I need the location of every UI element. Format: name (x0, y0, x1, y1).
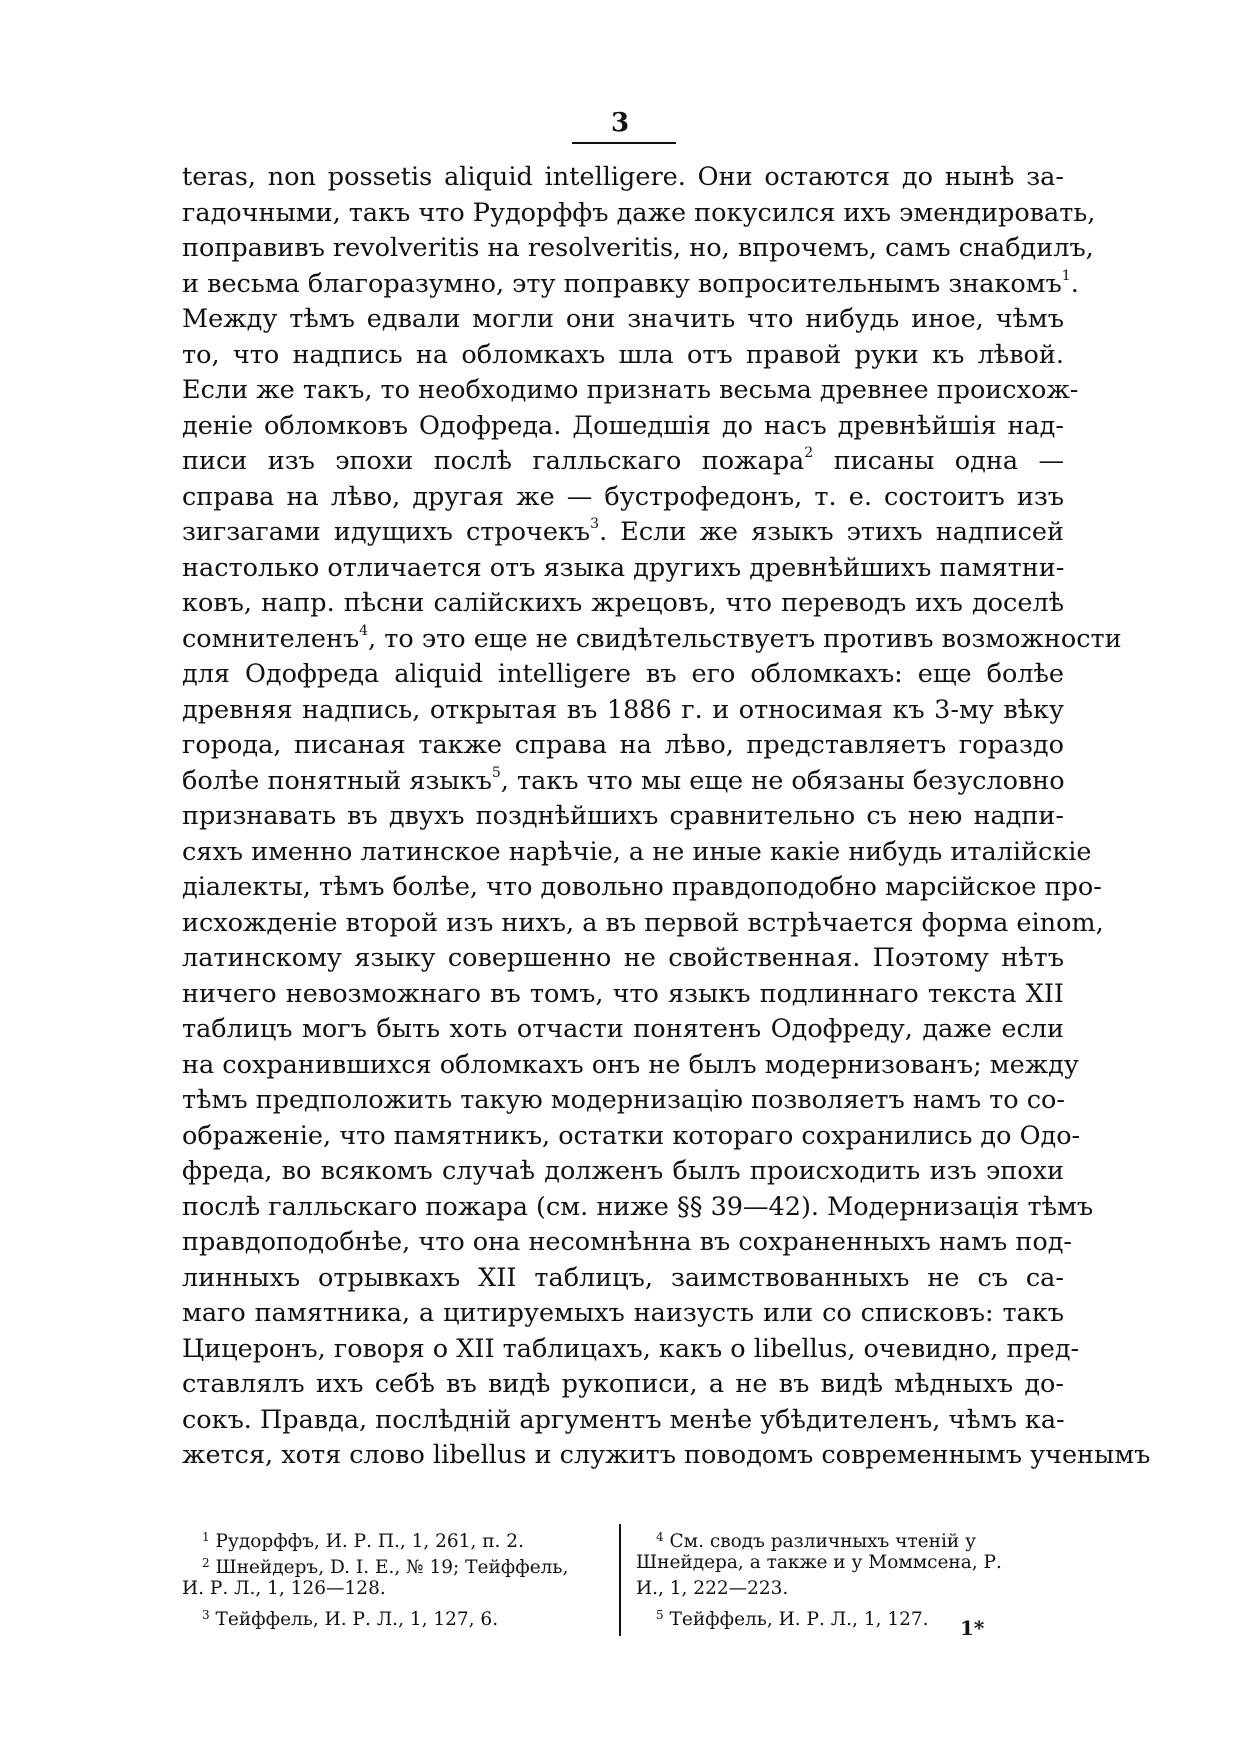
body-line (182, 196, 1096, 232)
body-line (182, 657, 1064, 693)
footnote-marker: 5 (656, 1608, 664, 1622)
body-line (182, 551, 1064, 587)
body-line-text: для Одофреда aliquid intelligere въ его обломкахъ: еще болѣе (182, 659, 1064, 689)
footnotes-column-divider (619, 1524, 621, 1636)
body-line (182, 373, 1079, 409)
body-line-text: зигзагами идущихъ строчекъ (182, 517, 591, 547)
footnote-text: Шнейдеръ, D. I. E., № 19; Тейффель, (215, 1557, 569, 1578)
body-line-tail: , такъ что мы еще не обязаны безусловно (500, 765, 1065, 796)
body-line-text: teras, non possetis aliquid intelligere. Они остаются до нынѣ за- (182, 162, 1064, 192)
footnote-line (636, 1524, 1064, 1550)
body-line-text: діалекты, тѣмъ болѣе, что довольно правдоподобно марсійское про- (182, 872, 1102, 902)
footnote-reference: 3 (590, 516, 600, 532)
footnote-marker: 4 (656, 1530, 664, 1544)
body-line (182, 835, 1092, 871)
body-line (182, 1332, 1080, 1368)
body-line-tail: . Если же языкъ этихъ надписей (599, 517, 1064, 547)
body-line (182, 977, 1064, 1013)
body-line (182, 1154, 1064, 1190)
footnotes-left-column (182, 1524, 602, 1628)
body-line (182, 1083, 1064, 1119)
body-line (182, 409, 1064, 445)
footnote-reference: 2 (804, 445, 814, 461)
footnote-line (182, 1602, 602, 1628)
body-line (182, 1225, 1073, 1261)
body-line-text: поправивъ revolveritis на resolveritis, но, впрочемъ, самъ снабдилъ, (182, 233, 1094, 263)
body-line (182, 231, 1094, 267)
footnote-text: Шнейдера, а также и у Моммсена, Р. (636, 1552, 1002, 1573)
body-line-text: ковъ, напр. пѣсни салійскихъ жрецовъ, что переводъ ихъ доселѣ (182, 588, 1064, 618)
body-line-text: гадочными, такъ что Рудорффъ даже покусился ихъ эмендировать, (182, 197, 1096, 228)
body-line-text: деніе обломковъ Одофреда. Дошедшія до насъ древнѣйшія над- (182, 410, 1064, 441)
body-line (182, 1367, 1064, 1403)
footnote-marker: 2 (202, 1556, 210, 1570)
body-line (182, 480, 1064, 516)
body-line (182, 906, 1104, 942)
body-line (182, 941, 1064, 977)
footnote-text: И. Р. Л., 1, 126—128. (182, 1578, 386, 1599)
body-line-text: латинскому языку совершенно не свойственная. Поэтому нѣтъ (182, 943, 1064, 973)
body-line (182, 1296, 1064, 1332)
body-line-text: исхожденіе второй изъ нихъ, а въ первой встрѣчается форма einom, (182, 907, 1104, 938)
body-line (182, 693, 1064, 729)
footnote-reference: 1 (1061, 267, 1071, 284)
body-line-text: города, писаная также справа на лѣво, представляетъ гораздо (182, 730, 1064, 760)
footnote-text: Тейффель, И. Р. Л., 1, 127. (669, 1609, 929, 1630)
body-line-text: и весьма благоразумно, эту поправку вопросительнымъ знакомъ (182, 268, 1062, 299)
body-line-tail: . (1070, 268, 1079, 299)
body-line (182, 870, 1102, 906)
body-line-text: жется, хотя слово libellus и служитъ поводомъ современнымъ ученымъ (182, 1440, 1151, 1470)
footnote-text: Рудорффъ, И. Р. П., 1, 261, п. 2. (215, 1531, 524, 1552)
body-line (182, 1119, 1081, 1155)
body-line-text: сяхъ именно латинское нарѣчіе, а не иные какіе нибудь италійскіе (182, 836, 1092, 867)
page-number: 3 (610, 108, 630, 138)
body-line-text: настолько отличается отъ языка другихъ древнѣйшихъ памятни- (182, 552, 1065, 583)
body-line (182, 302, 1064, 338)
body-line (182, 728, 1064, 764)
body-line-text: ображеніе, что памятникъ, остатки котораго сохранились до Одо- (182, 1120, 1081, 1151)
body-line-text: ставлялъ ихъ себѣ въ видѣ рукописи, а не въ видѣ мѣдныхъ до- (182, 1369, 1064, 1399)
footnote-line (636, 1576, 1064, 1602)
body-line (182, 622, 1122, 658)
body-line-text: фреда, во всякомъ случаѣ долженъ былъ происходить изъ эпохи (182, 1156, 1064, 1186)
body-line (182, 799, 1064, 835)
body-line-text: писи изъ эпохи послѣ галльскаго пожара (182, 446, 805, 476)
body-line (182, 1438, 1151, 1474)
page-number-underline (572, 142, 676, 144)
body-line (182, 444, 1064, 480)
body-line-text: на сохранившихся обломкахъ онъ не былъ модернизованъ; между (182, 1049, 1079, 1080)
footnote-line (182, 1576, 602, 1602)
footnote-reference: 4 (359, 622, 369, 639)
body-line-text: Между тѣмъ едвали могли они значить что нибудь иное, чѣмъ (182, 304, 1064, 334)
footnote-line (636, 1550, 1064, 1576)
body-line-text: тѣмъ предположить такую модернизацію позволяетъ намъ то со- (182, 1085, 1065, 1115)
footnote-text: См. сводъ различныхъ чтеній у (669, 1531, 976, 1552)
body-line (182, 586, 1064, 622)
body-line-tail: писаны одна — (813, 446, 1064, 476)
body-line (182, 1403, 1064, 1439)
body-line (182, 764, 1064, 800)
body-line-text: ничего невозможнаго въ томъ, что языкъ подлиннаго текста XII (182, 978, 1064, 1009)
footnotes-right-column (636, 1524, 1064, 1628)
body-line-text: то, что надпись на обломкахъ шла отъ правой руки къ лѣвой. (182, 339, 1064, 370)
printer-signature-mark: 1* (960, 1616, 985, 1640)
body-line (182, 338, 1064, 374)
footnotes (182, 1524, 1064, 1634)
body-line-text: линныхъ отрывкахъ XII таблицъ, заимствованныхъ не съ са- (182, 1262, 1064, 1293)
footnote-line (182, 1550, 602, 1576)
body-line (182, 267, 1079, 303)
body-line-tail: , то это еще не свидѣтельствуетъ противъ возможности (368, 623, 1122, 654)
body-line-text: Цицеронъ, говоря о XII таблицахъ, какъ о libellus, очевидно, пред- (182, 1333, 1080, 1364)
body-line (182, 515, 1064, 551)
body-line-text: признавать въ двухъ позднѣйшихъ сравнительно съ нею надпи- (182, 801, 1064, 831)
footnote-marker: 1 (202, 1530, 210, 1544)
footnote-text: И., 1, 222—223. (636, 1578, 789, 1599)
body-line-text: справа на лѣво, другая же — бустрофедонъ, т. е. состоитъ изъ (182, 481, 1064, 512)
body-line-text: Если же такъ, то необходимо признать весьма древнее происхож- (182, 375, 1079, 405)
body-line (182, 160, 1064, 196)
footnote-text: Тейффель, И. Р. Л., 1, 127, 6. (215, 1609, 499, 1630)
body-line-text: сомнителенъ (182, 623, 360, 654)
footnote-line (636, 1602, 1064, 1628)
body-line (182, 1048, 1079, 1084)
body-line-text: послѣ галльскаго пожара (см. ниже §§ 39—42). Модернизація тѣмъ (182, 1191, 1094, 1222)
body-line-text: сокъ. Правда, послѣдній аргументъ менѣе убѣдителенъ, чѣмъ ка- (182, 1404, 1065, 1435)
body-line-text: правдоподобнѣе, что она несомнѣнна въ сохраненныхъ намъ под- (182, 1227, 1073, 1257)
body-line-text: таблицъ могъ быть хоть отчасти понятенъ Одофреду, даже если (182, 1014, 1064, 1044)
body-line-text: древняя надпись, открытая въ 1886 г. и относимая къ 3-му вѣку (182, 694, 1064, 725)
body-line-text: болѣе понятный языкъ (182, 765, 492, 796)
body-line-text: маго памятника, а цитируемыхъ наизусть или со списковъ: такъ (182, 1298, 1064, 1328)
footnote-reference: 5 (491, 764, 501, 781)
footnote-marker: 3 (202, 1608, 210, 1622)
body-text (182, 160, 1151, 1474)
body-line (182, 1190, 1094, 1226)
body-line (182, 1012, 1064, 1048)
footnote-line (182, 1524, 602, 1550)
body-line (182, 1261, 1064, 1297)
